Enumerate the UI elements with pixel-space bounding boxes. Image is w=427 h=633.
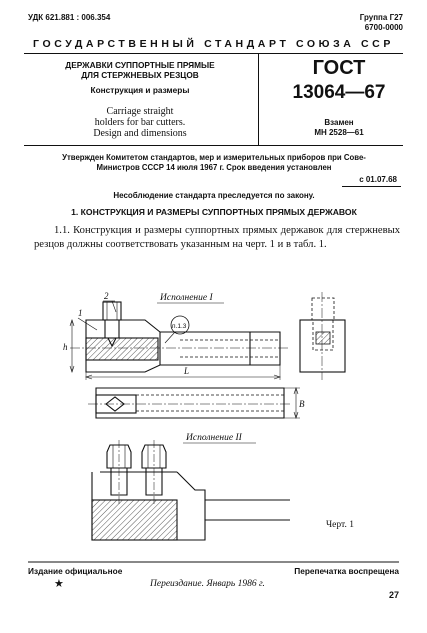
- approval-date: с 01.07.68: [359, 175, 397, 184]
- title-en-line2: holders for bar cutters.: [94, 117, 186, 128]
- holder-section: [86, 338, 158, 360]
- udk-code: УДК 621.881 : 006.354: [28, 13, 111, 22]
- callout-2: 2: [104, 291, 109, 301]
- screw-shank: [105, 320, 119, 338]
- state-standard-banner: ГОСУДАРСТВЕННЫЙ СТАНДАРТ СОЮЗА ССР: [33, 38, 394, 50]
- group-line1: Группа Г27: [359, 13, 403, 22]
- replace-label: Взамен: [324, 118, 354, 127]
- title-en-line3: Design and dimensions: [93, 128, 187, 139]
- title-ru-subtitle: Конструкция и размеры: [90, 85, 190, 95]
- gost-label: ГОСТ: [312, 57, 366, 79]
- star-icon: ★: [54, 578, 64, 590]
- section-paragraph: 1.1. Конструкция и размеры суппортных прямых державок для стержневых резцов должны соответствовать указанным на черт. 1 и в табл. 1.: [34, 225, 400, 250]
- dim-h: h: [63, 342, 68, 352]
- screw-head: [103, 302, 121, 320]
- reissue-note: Переиздание. Январь 1986 г.: [150, 579, 265, 589]
- dim-B: B: [299, 399, 305, 409]
- figure-caption: Черт. 1: [326, 520, 354, 530]
- gost-number: 13064—67: [292, 82, 386, 103]
- official-edition: Издание официальное: [28, 566, 123, 576]
- side-view-body: [300, 320, 345, 372]
- section-heading: 1. КОНСТРУКЦИЯ И РАЗМЕРЫ СУППОРТНЫХ ПРЯМЫХ ДЕРЖАВОК: [71, 207, 357, 217]
- callout-1: 1: [78, 308, 83, 318]
- dim-L: L: [184, 366, 190, 376]
- note-p13: п.1.3: [172, 323, 187, 330]
- version2-label: Исполнение II: [186, 433, 242, 443]
- approval-line2: Министров СССР 14 июля 1967 г. Срок введения установлен: [96, 163, 332, 172]
- reprint-forbidden: Перепечатка воспрещена: [294, 566, 399, 576]
- title-ru-line2: ДЛЯ СТЕРЖНЕВЫХ РЕЗЦОВ: [81, 70, 199, 80]
- group-line2: 6700-0000: [364, 23, 403, 32]
- title-ru-line1: ДЕРЖАВКИ СУППОРТНЫЕ ПРЯМЫЕ: [65, 60, 215, 70]
- title-en-line1: Carriage straight: [106, 106, 174, 117]
- approval-line1: Утвержден Комитетом стандартов, мер и измерительных приборов при Сове-: [62, 153, 366, 162]
- version1-label: Исполнение I: [160, 293, 213, 303]
- v2-section: [92, 500, 177, 540]
- replace-value: МН 2528—61: [314, 128, 364, 137]
- law-warning: Несоблюдение стандарта преследуется по закону.: [113, 191, 315, 200]
- page-number: 27: [388, 590, 399, 600]
